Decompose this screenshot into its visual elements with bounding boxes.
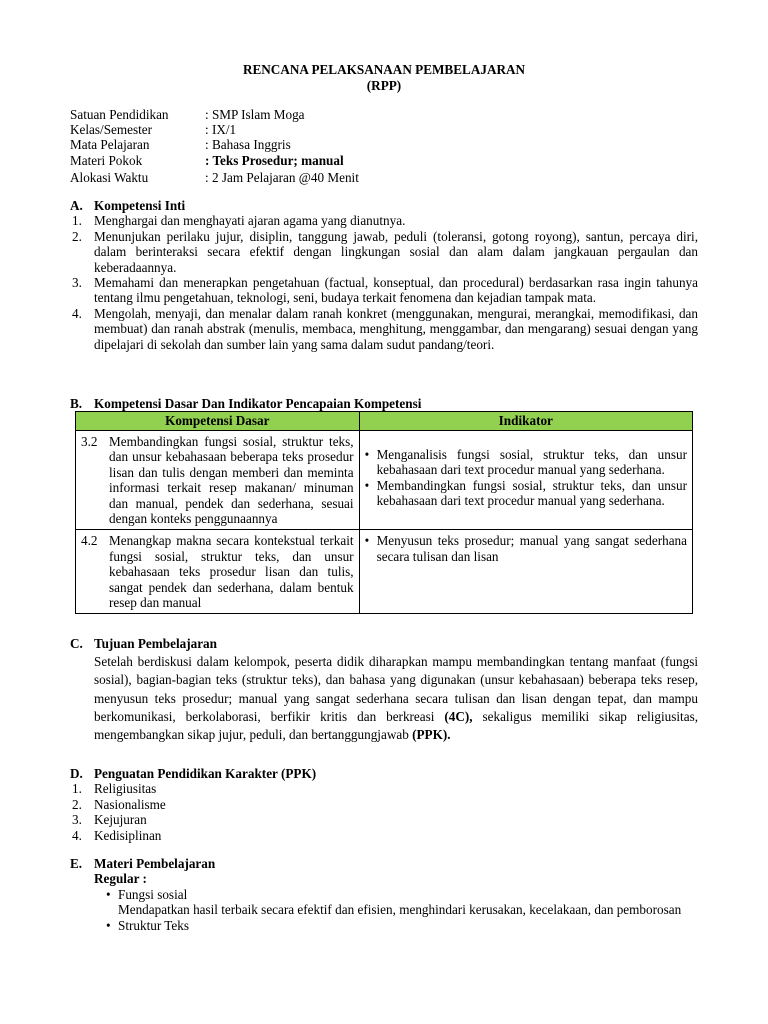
section-heading: C. Tujuan Pembelajaran [70, 636, 217, 651]
meta-key: Satuan Pendidikan [70, 107, 169, 122]
list-item: 3. Memahami dan menerapkan pengetahuan (factual, konseptual, dan procedural) berdasarkan rasa ingin tahunya tentang ilmu pengetahuan, teknologi, seni, budaya terkait fenomena dan kejadian tampak mata. [72, 275, 698, 306]
fungsi-sosial-text: Mendapatkan hasil terbaik secara efektif dan efisien, menghindari kerusakan, kecelakaan, dan pemborosan [118, 902, 682, 918]
ki-list [70, 213, 698, 352]
meta-value: : 2 Jam Pelajaran @40 Menit [205, 169, 359, 185]
identity-block [70, 107, 359, 185]
meta-key: Mata Pelajaran [70, 137, 150, 153]
list-item: • Menganalisis fungsi sosial, struktur teks, dan unsur kebahasaan dari text procedur manual yang sederhana. [364, 447, 687, 478]
kd-indikator-table [75, 411, 693, 614]
meta-row [70, 137, 359, 152]
section-kompetensi-inti [70, 198, 698, 352]
meta-key: Alokasi Waktu [70, 169, 149, 185]
list-item: 4. Mengolah, menyaji, dan menalar dalam ranah konkret (menggunakan, mengurai, merangkai, memodifikasi, dan membuat) dan ranah abstrak (menulis, membaca, menghitung, menggambar, dan mengarang) sesuai dengan yang dipelajari di sekolah dan sumber lain yang sama dalam sudut pandang/teori. [72, 305, 698, 352]
meta-key: Kelas/Semester [70, 122, 153, 138]
meta-value: : IX/1 [205, 122, 237, 138]
meta-value: : SMP Islam Moga [205, 107, 305, 122]
ppk-list [70, 781, 698, 843]
meta-row [70, 170, 359, 185]
section-materi [70, 856, 698, 933]
list-item: 1. Menghargai dan menghayati ajaran agama yang dianutnya. [72, 213, 406, 229]
section-heading: E. Materi Pembelajaran [70, 856, 216, 871]
tujuan-paragraph: Setelah berdiskusi dalam kelompok, peserta didik diharapkan mampu membandingkan tentang manfaat (fungsi sosial), bagian-bagian teks (struktur teks), dan bahasa yang digunakan (unsur kebahasaan) beberapa teks resep, menyusun teks prosedur; manual yang sangat sederhana secara tulisan dan lisan dengan tepat, dan mampu berkomunikasi, berkolaborasi, berfikir kritis dan berkreasi (4C), sekaligus memiliki sikap religiusitas, mengembangkan sikap jujur, peduli, dan bertanggungjawab (PPK). [94, 654, 698, 743]
column-header: Kompetensi Dasar [76, 412, 360, 431]
meta-key: Materi Pokok [70, 152, 143, 168]
list-item: • Fungsi sosial [106, 886, 188, 902]
list-item: 2. Menunjukan perilaku jujur, disiplin, tanggung jawab, peduli (toleransi, gotong royong), santun, percaya diri, dalam berinteraksi secara efektif dengan lingkungan sosial dan alam dalam jangkauan pergaulan dan keberadaannya. [72, 228, 698, 275]
section-heading: D. Penguatan Pendidikan Karakter (PPK) [70, 766, 317, 781]
list-item: 4. Kedisiplinan [72, 827, 162, 843]
list-item: 2. Nasionalisme [72, 796, 166, 812]
meta-row [70, 153, 359, 168]
section-ppk [70, 766, 698, 843]
table-row [76, 530, 693, 614]
meta-row [70, 122, 359, 137]
meta-row [70, 107, 359, 122]
doc-subtitle: (RPP) [366, 78, 402, 93]
list-item: • Membandingkan fungsi sosial, struktur teks, dan unsur kebahasaan dari text procedur manual yang sederhana. [364, 477, 687, 509]
list-item: 1. Religiusitas [72, 781, 157, 797]
meta-value: : Bahasa Inggris [205, 137, 291, 153]
indikator-cell [359, 530, 692, 614]
table-header-row [76, 412, 693, 431]
list-item: • Menyusun teks prosedur; manual yang sangat sederhana secara tulisan dan lisan [364, 533, 687, 564]
section-tujuan [70, 635, 698, 744]
materi-list [94, 887, 698, 933]
column-header: Indikator [359, 412, 692, 431]
materi-subheading: Regular : [94, 871, 147, 887]
list-item: 3. Kejujuran [72, 812, 147, 828]
doc-title: RENCANA PELAKSANAAN PEMBELAJARAN [242, 62, 526, 77]
section-kd-indikator [70, 396, 698, 411]
indikator-cell [359, 431, 692, 530]
section-heading: A. Kompetensi Inti [70, 198, 186, 213]
kd-cell: 4.2 Menangkap makna secara kontekstual terkait fungsi sosial, struktur teks, dan unsur kebahasaan teks prosedur lisan dan tulis, sangat pendek dan sederhana, dalam bentuk resep dan manual [76, 530, 360, 614]
table-row [76, 431, 693, 530]
list-item: • Struktur Teks [106, 917, 189, 933]
meta-value: : Teks Prosedur; manual [205, 152, 344, 168]
kd-cell: 3.2 Membandingkan fungsi sosial, struktur teks, dan unsur kebahasaan beberapa teks prosedur lisan dan tulis dengan memberi dan meminta informasi terkait resep makanan/ minuman dan manual, pendek dan sederhana, sesuai dengan konteks penggunaannya [76, 431, 360, 530]
section-heading: B. Kompetensi Dasar Dan Indikator Pencapaian Kompetensi [70, 396, 422, 411]
